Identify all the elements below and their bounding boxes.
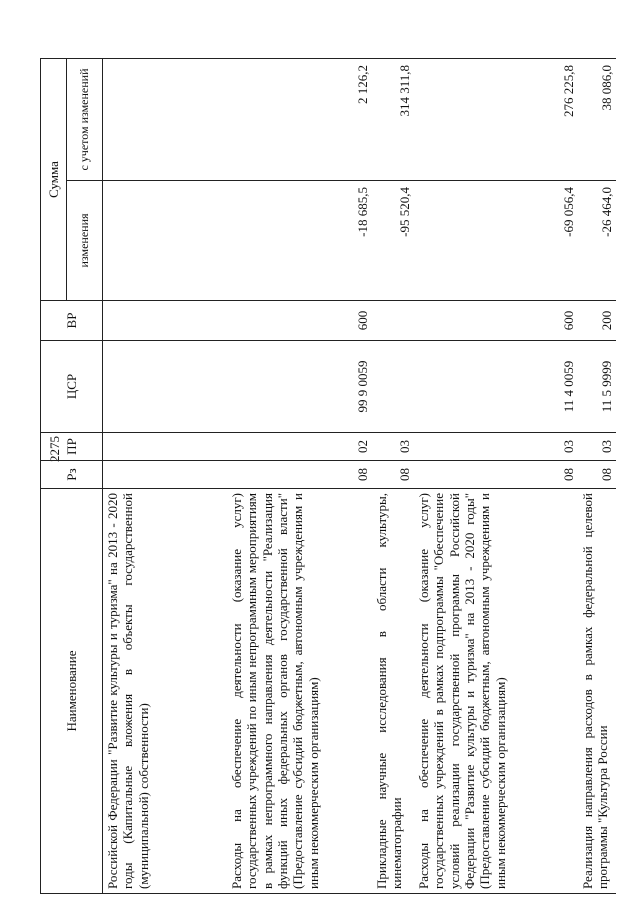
table-row <box>578 59 616 894</box>
row-rz: 08 <box>372 461 414 489</box>
page-number: 2275 <box>47 436 62 462</box>
row-total: 314 311,8 <box>372 59 414 181</box>
row-rz: 08 <box>578 461 616 489</box>
row-name: Прикладные научные исследования в области культуры, кинематографии <box>372 489 414 894</box>
row-pr <box>103 433 228 461</box>
row-csr <box>103 341 228 433</box>
header-sum: Сумма <box>41 59 67 301</box>
header-with-changes: с учетом изменений <box>67 59 103 181</box>
row-change: -18 685,5 <box>227 181 372 301</box>
header-pr: ПР <box>41 433 103 461</box>
row-rz: 08 <box>227 461 372 489</box>
header-rz: Рз <box>41 461 103 489</box>
row-change: -26 464,0 <box>578 181 616 301</box>
row-csr: 11 5 9999 <box>578 341 616 433</box>
row-name: Реализация направления расходов в рамках федеральной целевой программы "Культура России <box>578 489 616 894</box>
row-total: 276 225,8 <box>414 59 578 181</box>
budget-table <box>40 58 616 894</box>
table-row <box>103 59 228 894</box>
row-name: Российской Федерации "Развитие культуры и туризма" на 2013 - 2020 годы (Капитальные вложения в объекты государственной (муниципальной) собственности) <box>103 489 228 894</box>
row-vr: 600 <box>227 301 372 341</box>
header-csr: ЦСР <box>41 341 103 433</box>
row-total: 2 126,2 <box>227 59 372 181</box>
rotated-budget-table-container <box>40 59 614 894</box>
row-change: -69 056,4 <box>414 181 578 301</box>
row-pr: 03 <box>414 433 578 461</box>
row-total: 38 086,0 <box>578 59 616 181</box>
row-csr: 99 9 0059 <box>227 341 372 433</box>
row-total <box>103 59 228 181</box>
table-row <box>372 59 414 894</box>
row-change: -95 520,4 <box>372 181 414 301</box>
row-name: Расходы на обеспечение деятельности (оказание услуг) государственных учреждений в рамках подпрограммы "Обеспечение условий реализации государственной программы Российской Федерации "Развитие культуры и туризма" на 2013 - 2020 годы" (Предоставление субсидий бюджетным, автономным учреждениям и иным некоммерческим организациям) <box>414 489 578 894</box>
header-change: изменения <box>67 181 103 301</box>
row-vr: 200 <box>578 301 616 341</box>
header-name: Наименование <box>41 489 103 894</box>
table-row <box>227 59 372 894</box>
row-pr: 02 <box>227 433 372 461</box>
row-name: Расходы на обеспечение деятельности (оказание услуг) государственных учреждений по иным непрограммным мероприятиям в рамках непрограммного направления деятельности "Реализация функций иных федеральных органов государственной власти" (Предоставление субсидий бюджетным, автономным учреждениям и иным некоммерческим организациям) <box>227 489 372 894</box>
row-csr: 11 4 0059 <box>414 341 578 433</box>
row-csr <box>372 341 414 433</box>
row-vr <box>103 301 228 341</box>
row-pr: 03 <box>578 433 616 461</box>
row-rz <box>103 461 228 489</box>
header-vr: ВР <box>41 301 103 341</box>
row-change <box>103 181 228 301</box>
row-pr: 03 <box>372 433 414 461</box>
row-rz: 08 <box>414 461 578 489</box>
row-vr: 600 <box>414 301 578 341</box>
table-row <box>414 59 578 894</box>
row-vr <box>372 301 414 341</box>
